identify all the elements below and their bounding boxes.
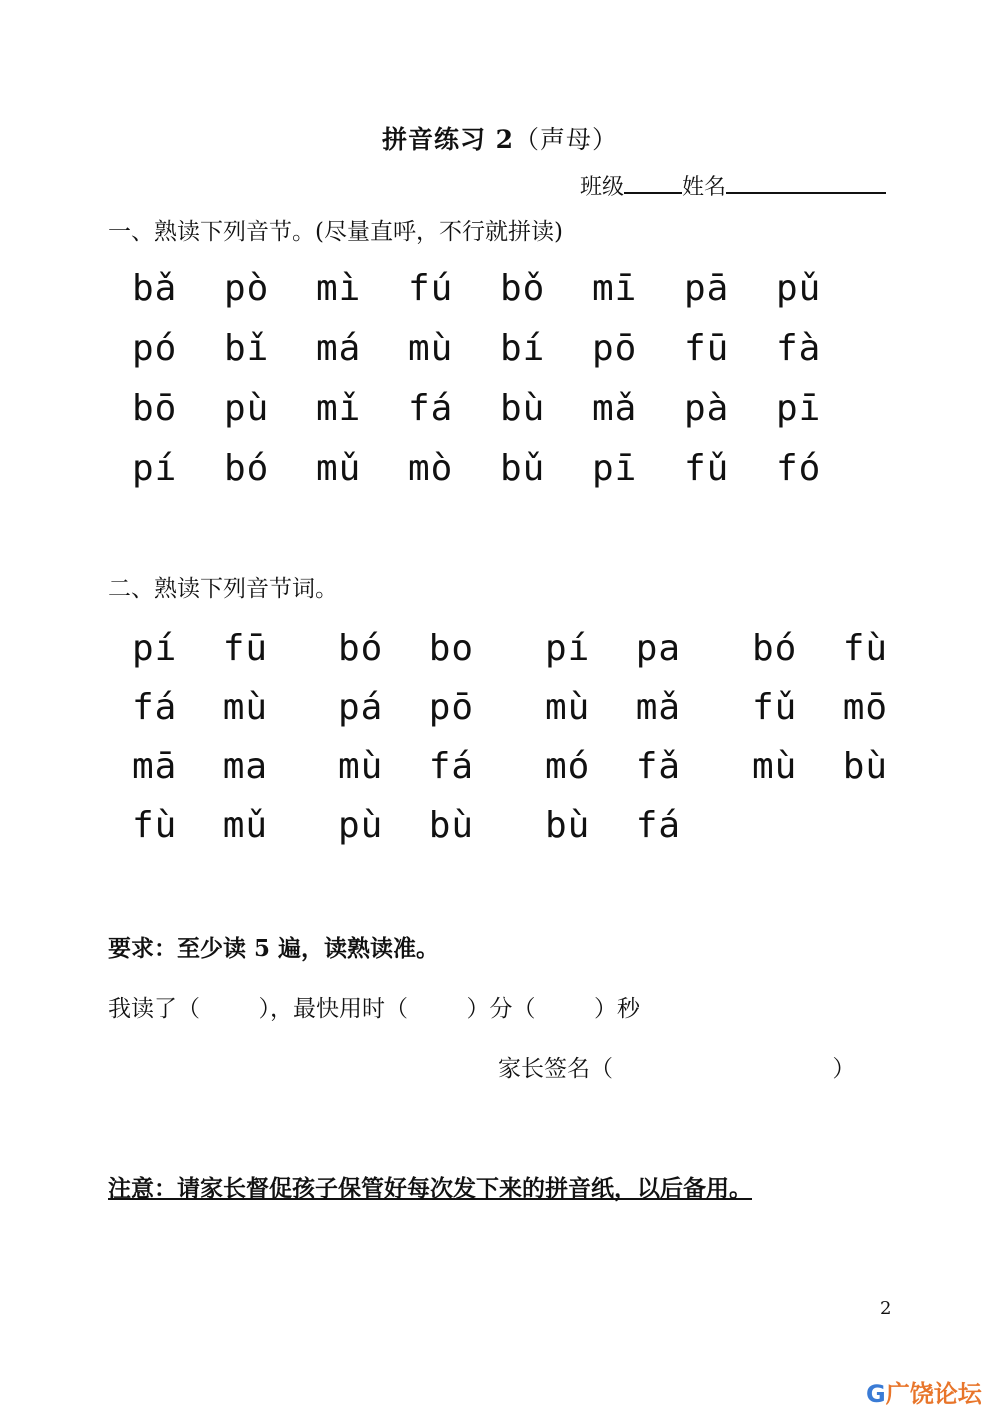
syllable: fó <box>776 448 822 489</box>
name-label: 姓名 <box>682 175 727 200</box>
syllable: bǎ <box>132 268 178 309</box>
syllable: bó fù <box>752 628 889 669</box>
syllable: mù bù <box>752 746 889 787</box>
syllable: fǔ mō <box>752 687 889 728</box>
syllable: bǐ <box>224 328 270 369</box>
syllable-row <box>0 687 1000 747</box>
syllable: pá pō <box>338 687 475 728</box>
syllable: fà <box>776 328 822 369</box>
syllable: mǎ <box>592 388 638 429</box>
syllable-row <box>0 628 1000 688</box>
syllable: fá <box>408 388 454 429</box>
syllable-row <box>0 268 1000 328</box>
title-paren: （声母） <box>514 125 619 154</box>
watermark-logo <box>866 1374 982 1409</box>
class-blank <box>624 172 682 194</box>
syllable: mù mǎ <box>545 687 682 728</box>
syllable-row <box>0 328 1000 388</box>
syllable: mù <box>408 328 454 369</box>
syllable: mó fǎ <box>545 746 682 787</box>
syllable-row <box>0 746 1000 806</box>
syllable: bí <box>500 328 546 369</box>
syllable: mù fá <box>338 746 475 787</box>
section2-heading: 二、熟读下列音节词。 <box>108 576 338 602</box>
syllable-row <box>0 448 1000 508</box>
syllable-row <box>0 805 1000 865</box>
syllable: mì <box>316 268 362 309</box>
syllable: pí fū <box>132 628 269 669</box>
syllable: pà <box>684 388 730 429</box>
requirement-text: 要求：至少读 5 遍，读熟读准。 <box>108 935 440 962</box>
syllable-row <box>0 388 1000 448</box>
syllable: fǔ <box>684 448 730 489</box>
syllable: pó <box>132 328 178 369</box>
syllable: pí pa <box>545 628 682 669</box>
syllable: fù mǔ <box>132 805 269 846</box>
logo-g-icon: G <box>866 1380 886 1408</box>
page-title <box>0 120 1000 156</box>
page-number: 2 <box>880 1298 892 1319</box>
class-name-line <box>580 170 886 201</box>
logo-text: 广饶论坛 <box>885 1380 982 1408</box>
class-label: 班级 <box>580 175 625 200</box>
syllable: fá mù <box>132 687 269 728</box>
section1-heading: 一、熟读下列音节。(尽量直呼，不行就拼读) <box>108 219 563 245</box>
syllable: pù <box>224 388 270 429</box>
syllable: bǔ <box>500 448 546 489</box>
name-blank <box>726 172 886 194</box>
syllable: pí <box>132 448 178 489</box>
syllable: fū <box>684 328 730 369</box>
syllable: bù fá <box>545 805 682 846</box>
syllable: pò <box>224 268 270 309</box>
syllable: mǐ <box>316 388 362 429</box>
syllable: bó bo <box>338 628 475 669</box>
syllable: mī <box>592 268 638 309</box>
syllable: bō <box>132 388 178 429</box>
syllable: mā ma <box>132 746 269 787</box>
syllable: pī <box>776 388 822 429</box>
syllable: bó <box>224 448 270 489</box>
syllable: má <box>316 328 362 369</box>
syllable: pō <box>592 328 638 369</box>
syllable: bù <box>500 388 546 429</box>
syllable: pù bù <box>338 805 475 846</box>
syllable: mǔ <box>316 448 362 489</box>
read-record-line: 我读了（ ），最快用时（ ）分（ ）秒 <box>108 996 640 1022</box>
syllable: bǒ <box>500 268 546 309</box>
syllable: pā <box>684 268 730 309</box>
syllable: pī <box>592 448 638 489</box>
parent-signature-line: 家长签名（ ） <box>498 1056 856 1082</box>
syllable: fú <box>408 268 454 309</box>
notice-text: 注意：请家长督促孩子保管好每次发下来的拼音纸，以后备用。 <box>108 1175 752 1202</box>
title-main: 拼音练习 2 <box>381 125 515 154</box>
syllable: pǔ <box>776 268 822 309</box>
syllable: mò <box>408 448 454 489</box>
